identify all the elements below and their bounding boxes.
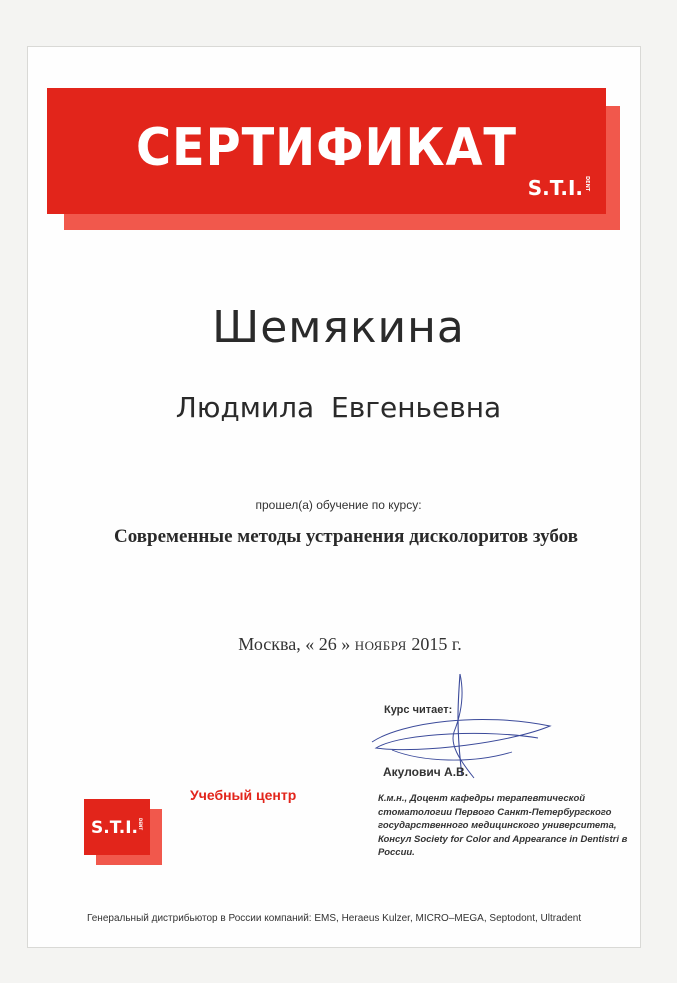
recipient-surname: Шемякина [212, 302, 465, 353]
brand-logo-sub: DENT [584, 176, 590, 192]
course-name: Современные методы устранения дисколоритов зубов [114, 526, 578, 547]
certificate-title: СЕРТИФИКАТ [136, 118, 517, 178]
date-year: 2015 г. [411, 634, 462, 654]
brand-logo [528, 176, 590, 200]
course-intro: прошел(а) обучение по курсу: [255, 498, 422, 512]
small-brand-logo [84, 799, 150, 855]
training-center-label: Учебный центр [190, 787, 297, 803]
date-day: « 26 » [305, 634, 351, 654]
small-logo-sub: DENT [137, 818, 143, 831]
small-logo-wrap [84, 818, 150, 838]
distributor-footer: Генеральный дистрибьютор в России компаний: EMS, Heraeus Kulzer, MICRO–MEGA, Septodont, Ultradent [87, 913, 582, 924]
recipient-given-name: Людмила Евгеньевна [175, 391, 502, 424]
lecturer-name: Акулович А.В. [383, 765, 469, 779]
reader-label: Курс читает: [384, 704, 453, 716]
brand-logo-text: S.T.I. [527, 176, 583, 200]
date-month: НОЯБРЯ [354, 638, 407, 653]
lecturer-description: К.м.н., Доцент кафедры терапевтической стоматологии Первого Санкт-Петербургского государственного медицинского университета, Консул Society for Color and Appearance in Dentistri в России. [378, 793, 628, 858]
issue-date [0, 634, 677, 655]
title-banner [47, 88, 606, 214]
date-city: Москва, [238, 634, 301, 654]
small-logo-text: S.T.I. [91, 818, 138, 838]
